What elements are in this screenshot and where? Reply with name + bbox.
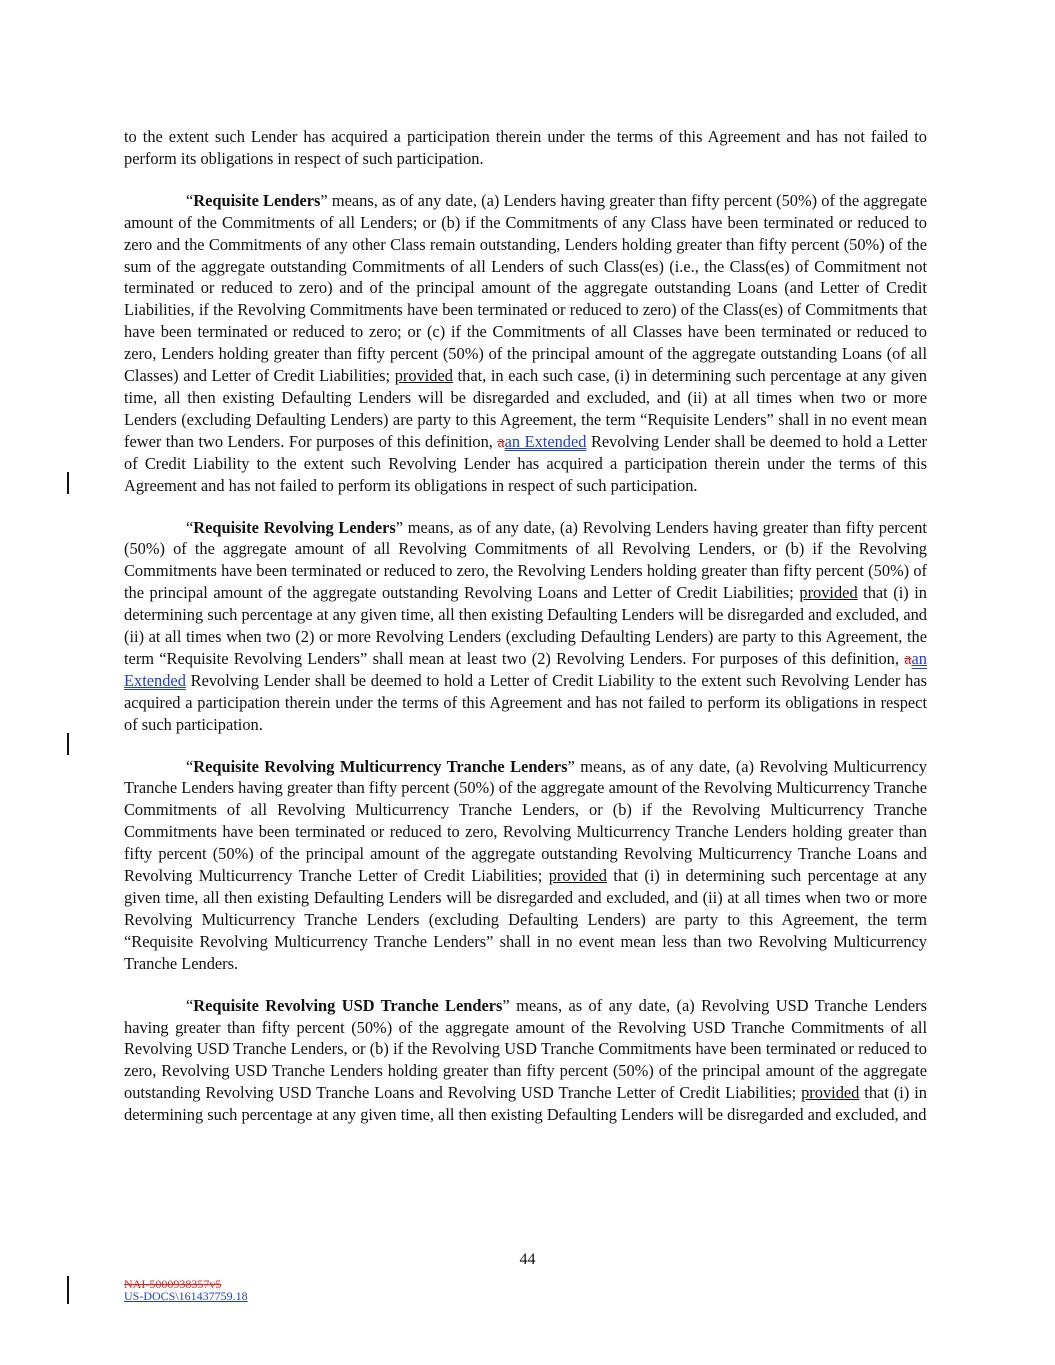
defined-term: Requisite Revolving Multicurrency Tranche Lenders [193,756,568,776]
definition-requisite-revolving-usd-tranche-lenders: “Requisite Revolving USD Tranche Lenders” means, as of any date, (a) Revolving USD Tranche Lenders having greater than fifty percent (50%) of the aggregate amount of the Revolving USD Tranche Commitments of all Revolving USD Tranche Lenders, or (b) if the Revolving USD Tranche Commitments have been terminated or reduced to zero, Revolving USD Tranche Lenders holding greater than fifty percent (50%) of the principal amount of the aggregate outstanding Revolving USD Tranche Loans and Revolving USD Tranche Letter of Credit Liabilities; provided that (i) in determining such percentage at any given time, all then existing Defaulting Lenders will be disregarded and excluded, and [124,995,928,1125]
defined-term: Requisite Lenders [193,190,321,210]
change-bar [67,733,69,755]
defined-term: Requisite Revolving USD Tranche Lenders [193,995,503,1015]
provided-keyword: provided [801,1083,860,1103]
deleted-doc-id: NAI-5000938357v5 [124,1277,222,1291]
provided-keyword: provided [548,866,607,886]
defined-term: Requisite Revolving Lenders [193,517,396,537]
provided-keyword: provided [394,366,453,386]
change-bar [67,1276,69,1304]
tracked-deletion: a [497,431,505,451]
change-bar [67,472,69,494]
definition-requisite-revolving-lenders: “Requisite Revolving Lenders” means, as of any date, (a) Revolving Lenders having greater than fifty percent (50%) of the aggregate amount of all Revolving Commitments of all Revolving Lenders, or (b) if the Revolving Commitments have been terminated or reduced to zero, the Revolving Lenders holding greater than fifty percent (50%) of the principal amount of the aggregate outstanding Revolving Loans and Letter of Credit Liabilities; provided that (i) in determining such percentage at any given time, all then existing Defaulting Lenders will be disregarded and excluded, and (ii) at all times when two (2) or more Revolving Lenders (excluding Defaulting Lenders) are party to this Agreement, the term “Requisite Revolving Lenders” shall mean at least two (2) Revolving Lenders. For purposes of this definition, aan Extended Revolving Lender shall be deemed to hold a Letter of Credit Liability to the extent such Revolving Lender has acquired a participation therein under the terms of this Agreement and has not failed to perform its obligations in respect of such participation. [124,517,927,734]
tracked-insertion: an Extended [124,648,927,690]
provided-keyword: provided [799,583,858,603]
document-id-footer [124,1278,248,1302]
definition-requisite-lenders: “Requisite Lenders” means, as of any date, (a) Lenders having greater than fifty percent (50%) of the aggregate amount of the Commitments of all Lenders; or (b) if the Commitments of any Class have been terminated or reduced to zero and the Commitments of any other Class remain outstanding, Lenders holding greater than fifty percent (50%) of the sum of the aggregate outstanding Commitments of all Lenders of such Class(es) (i.e., the Class(es) of Commitment not terminated or reduced to zero) and of the principal amount of the aggregate outstanding Loans (and Letter of Credit Liabilities, if the Revolving Commitments have been terminated or reduced to zero) of the Class(es) of Commitments that have been terminated or reduced to zero; or (c) if the Commitments of all Classes have been terminated or reduced to zero, Lenders holding greater than fifty percent (50%) of the principal amount of the aggregate outstanding Loans (of all Classes) and Letter of Credit Liabilities; provided that, in each such case, (i) in determining such percentage at any given time, all then existing Defaulting Lenders will be disregarded and excluded, and (ii) at all times when two or more Lenders (excluding Defaulting Lenders) are party to this Agreement, the term “Requisite Lenders” shall in no event mean fewer than two Lenders. For purposes of this definition, aan Extended Revolving Lender shall be deemed to hold a Letter of Credit Liability to the extent such Revolving Lender has acquired a participation therein under the terms of this Agreement and has not failed to perform its obligations in respect of such participation. [124,190,928,495]
tracked-insertion: an Extended [504,431,587,451]
definition-requisite-revolving-multicurrency-tranche-lenders: “Requisite Revolving Multicurrency Tranche Lenders” means, as of any date, (a) Revolving Multicurrency Tranche Lenders having greater than fifty percent (50%) of the aggregate amount of the Revolving Multicurrency Tranche Commitments of all Revolving Multicurrency Tranche Lenders, or (b) if the Revolving Multicurrency Tranche Commitments have been terminated or reduced to zero, Revolving Multicurrency Tranche Lenders holding greater than fifty percent (50%) of the principal amount of the aggregate outstanding Revolving Multicurrency Tranche Loans and Revolving Multicurrency Tranche Letter of Credit Liabilities; provided that (i) in determining such percentage at any given time, all then existing Defaulting Lenders will be disregarded and excluded, and (ii) at all times when two or more Revolving Multicurrency Tranche Lenders (excluding Defaulting Lenders) are party to this Agreement, the term “Requisite Revolving Multicurrency Tranche Lenders” shall in no event mean less than two Revolving Multicurrency Tranche Lenders. [124,756,927,973]
tracked-deletion: a [904,648,912,668]
page-number: 44 [519,1251,536,1268]
document-page [124,126,927,1126]
continuation-paragraph: to the extent such Lender has acquired a participation therein under the terms of this Agreement and has not failed to perform its obligations in respect of such participation. [124,127,927,168]
inserted-doc-id: US-DOCS\161437759.18 [124,1289,248,1303]
